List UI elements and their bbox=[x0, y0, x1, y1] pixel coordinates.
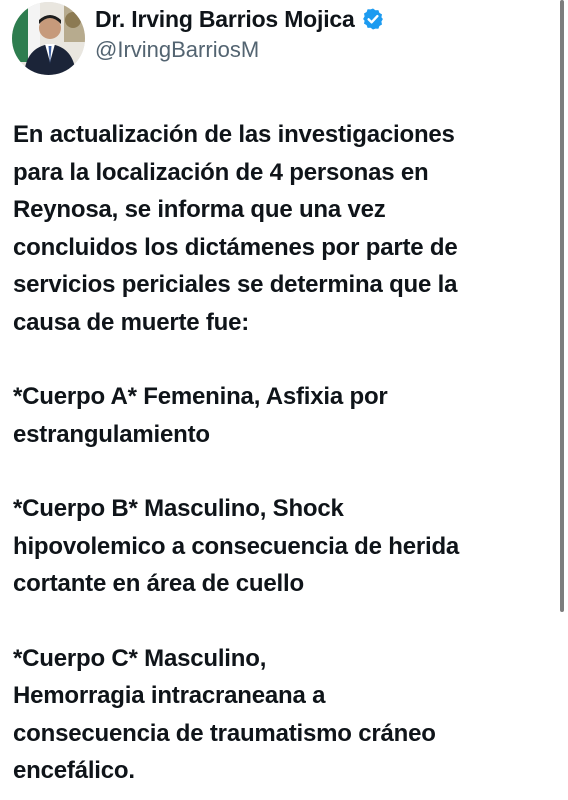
name-row bbox=[95, 5, 385, 33]
scrollbar[interactable] bbox=[560, 0, 564, 612]
tweet-paragraph: En actualización de las investigaciones para la localización de 4 personas en Reynosa, se informa que una vez concluidos los dictámenes por parte de servicios periciales se determina que la causa de muerte fue: bbox=[13, 121, 458, 336]
tweet-header bbox=[12, 2, 385, 75]
avatar[interactable] bbox=[12, 2, 85, 75]
author-handle[interactable]: @IrvingBarriosM bbox=[95, 37, 260, 62]
author-display-name[interactable]: Dr. Irving Barrios Mojica bbox=[95, 5, 355, 32]
author-identity bbox=[95, 2, 385, 63]
avatar-photo-icon bbox=[12, 2, 85, 75]
tweet-paragraph: *Cuerpo C* Masculino, Hemorragia intracraneana a consecuencia de traumatismo cráneo encefálico. bbox=[13, 644, 436, 784]
tweet-text bbox=[13, 116, 553, 790]
verified-badge-icon[interactable] bbox=[361, 7, 385, 31]
tweet-paragraph: *Cuerpo A* Femenina, Asfixia por estrangulamiento bbox=[13, 383, 388, 448]
tweet-paragraph: *Cuerpo B* Masculino, Shock hipovolemico a consecuencia de herida cortante en área de cuello bbox=[13, 495, 460, 597]
